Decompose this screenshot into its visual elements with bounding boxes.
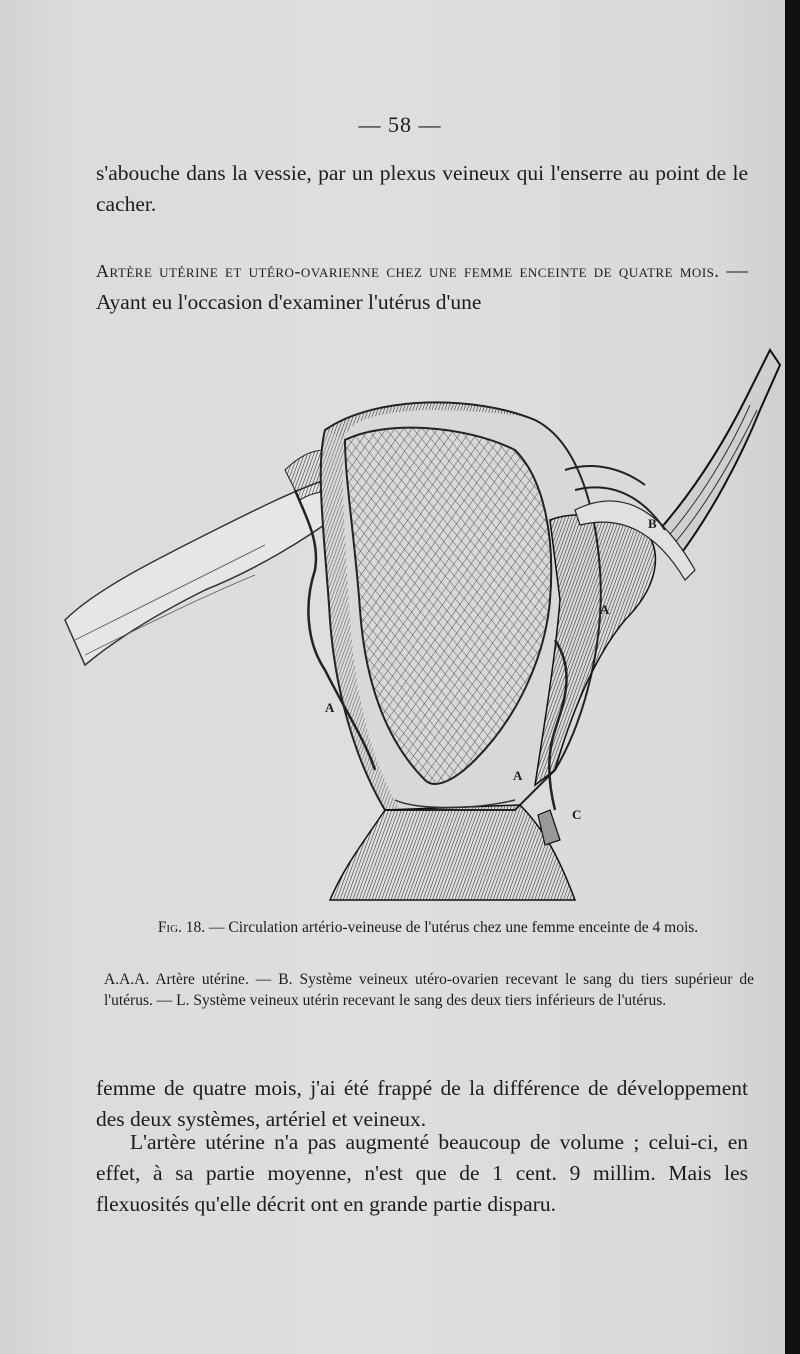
paragraph-continuation-2: femme de quatre mois, j'ai été frappé de la différence de développement des deux systèmes, artériel et veineux. <box>96 1076 748 1131</box>
page-edge-shadow <box>785 0 800 1354</box>
engraving-drawing <box>55 340 785 910</box>
figure-label-a-left: A <box>325 700 335 715</box>
figure-label-a-lower: A <box>513 768 523 783</box>
figure-legend: A.A.A. Artère utérine. — B. Système veineux utéro-ovarien recevant le sang du tiers supérieur de l'utérus. — L. Système veineux utérin recevant le sang des deux tiers inférieurs de l'utérus. <box>104 971 754 1009</box>
figure-number: Fig. 18. <box>157 919 206 936</box>
page-number: — 58 — <box>358 112 442 137</box>
paragraph-continuation: s'abouche dans la vessie, par un plexus veineux qui l'enserre au point de le cacher. <box>96 161 748 216</box>
section-paragraph-start <box>96 255 748 318</box>
utero-ovarian-vein <box>655 350 780 555</box>
cervix-base <box>330 805 575 900</box>
figure-label-c: C <box>572 807 582 822</box>
figure-caption-text: — Circulation artério-veineuse de l'utérus chez une femme enceinte de 4 mois. <box>205 919 699 936</box>
figure-label-a-right: A <box>600 602 610 617</box>
uterus-illustration <box>55 340 785 910</box>
figure-label-b: B <box>648 516 657 531</box>
figure-caption <box>100 917 756 938</box>
section-heading: Artère utérine et utéro-ovarienne chez une femme enceinte de quatre mois. <box>96 261 720 281</box>
paragraph-3: L'artère utérine n'a pas augmenté beaucoup de volume ; celui-ci, en effet, à sa partie moyenne, n'est que de 1 cent. 9 millim. Mais les flexuosités qu'elle décrit ont en grande partie disparu. <box>96 1130 748 1216</box>
section-text-start: — Ayant eu l'occasion d'examiner l'utérus d'une <box>96 258 748 314</box>
